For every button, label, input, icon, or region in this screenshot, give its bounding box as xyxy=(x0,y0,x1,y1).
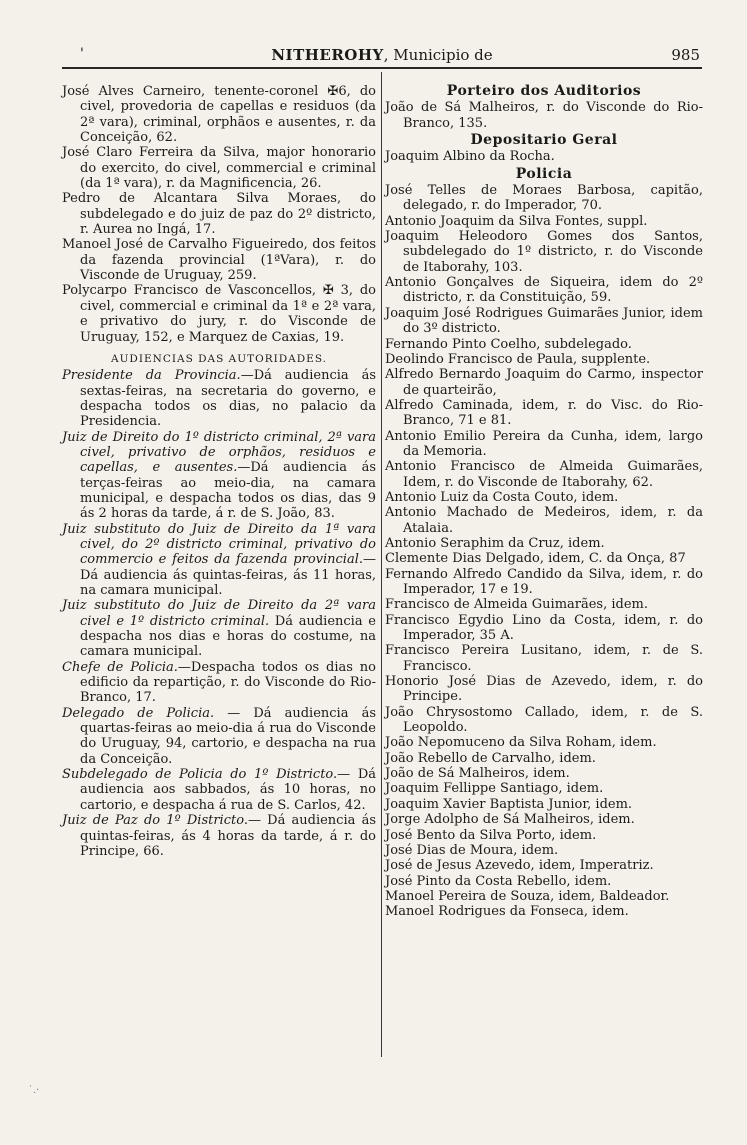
column-divider xyxy=(381,72,382,1057)
policia-entry: Antonio Machado de Medeiros, idem, r. da Atalaia. xyxy=(385,505,703,536)
entry: José Alves Carneiro, tenente-coronel ✠6, do civel, provedoria de capellas e residuos (da 2ª vara), criminal, orphãos e ausentes, r. da Conceição, 62. xyxy=(62,84,376,146)
section-heading-porteiro: Porteiro dos Auditorios xyxy=(446,83,642,99)
policia-entry: Antonio Emilio Pereira da Cunha, idem, largo da Memoria. xyxy=(385,428,703,459)
policia-entry: José Telles de Moraes Barbosa, capitão, delegado, r. do Imperador, 70. xyxy=(385,183,703,214)
policia-entry: José Dias de Moura, idem. xyxy=(385,842,559,858)
audiencia-text: — Dá audiencia aos sabbados, ás 10 horas, no cartorio, e despacha á rua de S. Carlos, 42. xyxy=(80,767,377,813)
audiencia-entry xyxy=(62,660,376,706)
policia-entry: Antonio Seraphim da Cruz, idem. xyxy=(385,535,605,551)
policia-entry: Joaquim Heleodoro Gomes dos Santos, subdelegado do 1º districto, r. do Visconde de Itaborahy, 103. xyxy=(385,229,703,275)
page-number: 985 xyxy=(671,46,700,64)
policia-entry: Francisco de Almeida Guimarães, idem. xyxy=(385,597,649,613)
audiencia-entry xyxy=(62,430,376,522)
audiencia-title: Juiz de Paz do 1º Districto. xyxy=(62,813,248,829)
audiencia-title: Juiz substituto do Juiz de Direito da 2ª vara civel e 1º districto criminal. xyxy=(62,598,376,629)
page-header xyxy=(62,44,702,66)
audiencia-title: Delegado de Policia. xyxy=(62,705,215,721)
policia-entry: João de Sá Malheiros, idem. xyxy=(385,766,570,782)
left-column xyxy=(62,84,376,859)
audiencia-text: Dá audiencia e despacha nos dias e horas do costume, na camara municipal. xyxy=(80,613,376,660)
entry: João de Sá Malheiros, r. do Visconde do Rio-Branco, 135. xyxy=(385,100,703,131)
policia-entry: Fernando Pinto Coelho, subdelegado. xyxy=(385,336,632,352)
policia-entry: Honorio José Dias de Azevedo, idem, r. do Principe. xyxy=(385,674,703,705)
policia-entry: Alfredo Caminada, idem, r. do Visc. do Rio-Branco, 71 e 81. xyxy=(385,397,703,429)
entry: Joaquim Albino da Rocha. xyxy=(385,149,555,165)
policia-entry: Antonio Francisco de Almeida Guimarães, Idem, r. do Visconde de Itaborahy, 62. xyxy=(385,459,703,490)
section-heading-policia: Policia xyxy=(515,165,573,182)
audiencia-entry xyxy=(62,368,376,429)
section-title-audiencias: AUDIENCIAS DAS AUTORIDADES. xyxy=(110,352,327,365)
running-title-city: NITHEROHY xyxy=(271,46,384,64)
policia-entry: Deolindo Francisco de Paula, supplente. xyxy=(385,351,651,367)
policia-entry: Jorge Adolpho de Sá Malheiros, idem. xyxy=(385,812,635,828)
audiencia-title: Subdelegado de Policia do 1º Districto. xyxy=(62,767,338,783)
policia-entry: Manoel Pereira de Souza, idem, Baldeador. xyxy=(385,888,670,904)
audiencia-entry xyxy=(62,813,376,859)
entry: Pedro de Alcantara Silva Moraes, do subdelegado e do juiz de paz do 2º districto, r. Aurea no Ingá, 17. xyxy=(62,191,376,238)
right-column xyxy=(385,84,703,920)
audiencia-text: —Dá audiencia ás sextas-feiras, na secretaria do governo, e despacha todos os dias, no palacio da Presidencia. xyxy=(80,368,376,430)
print-specks: ˙.· xyxy=(28,1085,40,1096)
entry: Polycarpo Francisco de Vasconcellos, ✠ 3, do civel, commercial e criminal da 1ª e 2ª vara, e privativo do jury, r. do Visconde de Uruguay, 152, e Marquez de Caxias, 19. xyxy=(62,283,376,345)
audiencia-text: —Dá audiencia ás terças-feiras ao meio-dia, na camara municipal, e despacha todos os dias, das 9 ás 2 horas da tarde, á r. de S. João, 83. xyxy=(80,460,376,522)
running-title-rest: , Municipio de xyxy=(383,46,493,64)
audiencia-title: Presidente da Provincia. xyxy=(62,368,241,384)
policia-entry: José Bento da Silva Porto, idem. xyxy=(385,827,597,843)
policia-entry: Antonio Gonçalves de Siqueira, idem do 2º districto, r. da Constituição, 59. xyxy=(385,275,703,306)
policia-entry: José Pinto da Costa Rebello, idem. xyxy=(385,873,612,889)
policia-list xyxy=(385,183,703,920)
policia-entry: Joaquim Xavier Baptista Junior, idem. xyxy=(385,796,633,812)
audiencia-text: — Dá audiencia ás quintas-feiras, ás 4 horas da tarde, á r. do Principe, 66. xyxy=(80,813,376,859)
policia-entry: Antonio Joaquim da Silva Fontes, suppl. xyxy=(385,213,648,229)
policia-entry: Joaquim José Rodrigues Guimarães Junior, idem do 3º districto. xyxy=(385,305,703,337)
audiencia-entry xyxy=(62,598,376,659)
audiencia-title: Juiz substituto do Juiz de Direito da 1ª vara civel, do 2º districto criminal, privativo do commercio e feitos da fazenda provincial. xyxy=(62,521,376,568)
policia-entry: Manoel Rodrigues da Fonseca, idem. xyxy=(385,904,629,920)
entry: José Claro Ferreira da Silva, major honorario do exercito, do civel, commercial e criminal (da 1ª vara), r. da Magnificencia, 26. xyxy=(62,145,376,192)
policia-entry: Francisco Pereira Lusitano, idem, r. de S. Francisco. xyxy=(385,643,703,674)
policia-entry: José de Jesus Azevedo, idem, Imperatriz. xyxy=(385,858,654,874)
entry: Manoel José de Carvalho Figueiredo, dos feitos da fazenda provincial (1ªVara), r. do Visconde de Uruguay, 259. xyxy=(62,237,376,284)
audiencia-entry xyxy=(62,767,376,813)
policia-entry: Francisco Egydio Lino da Costa, idem, r. do Imperador, 35 A. xyxy=(385,612,703,644)
running-title xyxy=(62,44,702,66)
audiencia-title: Juiz de Direito do 1º districto criminal, 2ª vara civel, privativo de orphãos, residuos e capellas, e ausentes. xyxy=(62,429,376,476)
header-rule xyxy=(62,67,702,69)
audiencia-text: — Dá audiencia ás quartas-feiras ao meio-dia á rua do Visconde do Uruguay, 94, cartorio, e despacha na rua da Conceição. xyxy=(80,705,376,767)
policia-entry: João Chrysostomo Callado, idem, r. de S. Leopoldo. xyxy=(385,704,703,736)
policia-entry: Alfredo Bernardo Joaquim do Carmo, inspector de quarteirão, xyxy=(385,367,703,398)
audiencia-title: Chefe de Policia. xyxy=(62,659,178,675)
policia-entry: Antonio Luiz da Costa Couto, idem. xyxy=(385,489,619,505)
header-mark: ' xyxy=(80,46,84,62)
policia-entry: Clemente Dias Delgado, idem, C. da Onça, 87 xyxy=(385,551,686,567)
audiencia-text: —Despacha todos os dias no edificio da repartição, r. do Visconde do Rio-Branco, 17. xyxy=(80,659,377,706)
audiencia-text: — Dá audiencia ás quintas-feiras, ás 11 horas, na camara municipal. xyxy=(80,552,376,598)
policia-entry: Joaquim Fellippe Santiago, idem. xyxy=(385,781,604,797)
policia-entry: João Nepomuceno da Silva Roham, idem. xyxy=(385,735,657,751)
audiencia-entry xyxy=(62,522,376,599)
policia-entry: João Rebello de Carvalho, idem. xyxy=(385,750,596,766)
section-heading-depositario: Depositario Geral xyxy=(470,132,618,149)
policia-entry: Fernando Alfredo Candido da Silva, idem, r. do Imperador, 17 e 19. xyxy=(385,566,703,597)
audiencia-entry xyxy=(62,706,376,767)
